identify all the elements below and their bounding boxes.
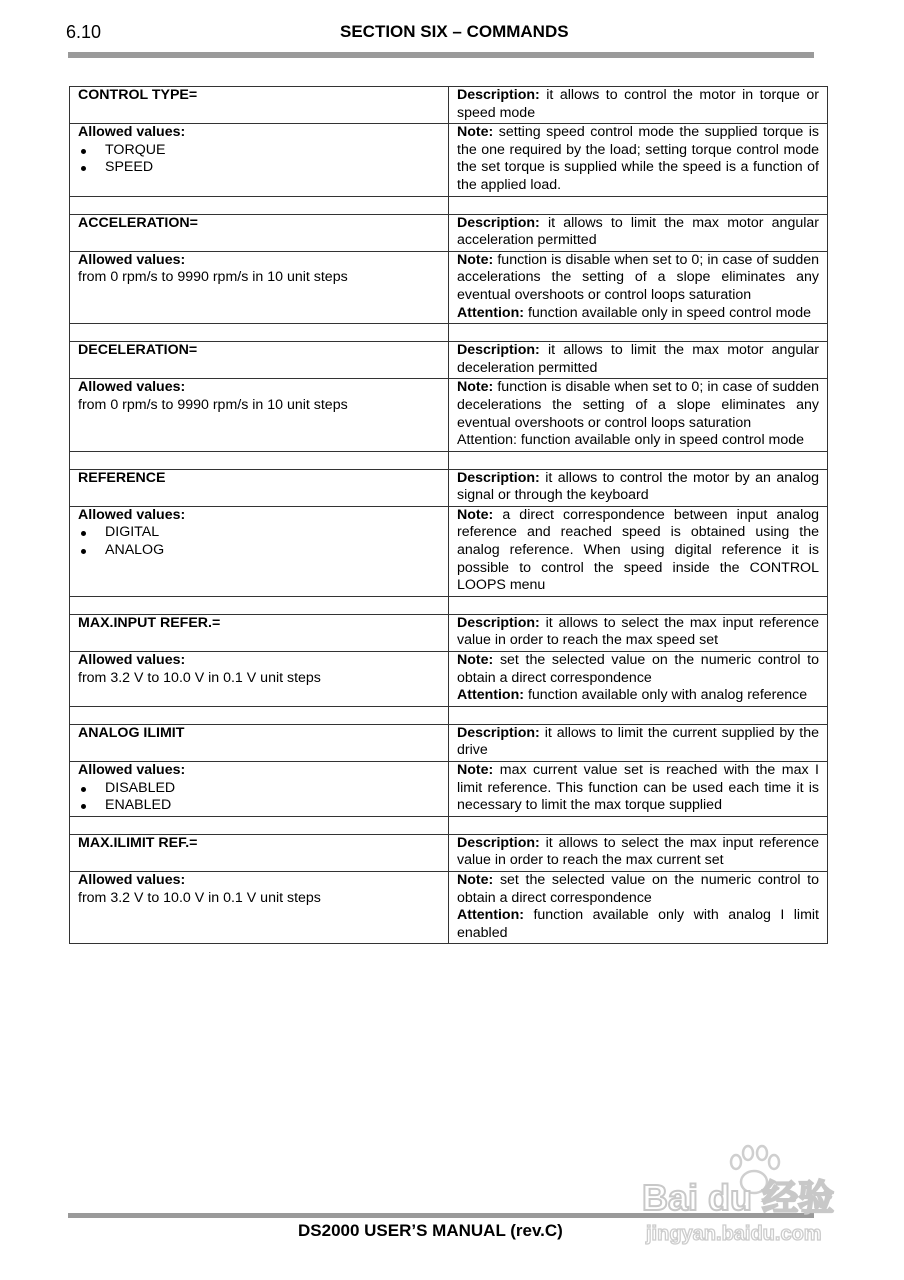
spacer-row (70, 196, 828, 214)
command-name: ACCELERATION= (70, 214, 449, 251)
allowed-values-cell (70, 652, 449, 707)
command-header-row (70, 214, 828, 251)
command-detail-row (70, 762, 828, 817)
command-header-row (70, 87, 828, 124)
note-label: Note: (457, 506, 494, 523)
note-cell (449, 506, 828, 596)
attention-text: function available only with analog reference (527, 687, 808, 704)
allowed-values-cell (70, 379, 449, 451)
command-detail-row (70, 379, 828, 451)
description-text: it allows to limit the max motor angular deceleration permitted (457, 342, 819, 376)
allowed-values-label: Allowed values: (78, 652, 186, 669)
note-label: Note: (457, 871, 494, 888)
allowed-values-range: from 3.2 V to 10.0 V in 0.1 V unit steps (78, 669, 321, 686)
command-header-row (70, 724, 828, 761)
command-description (449, 834, 828, 871)
spacer-row (70, 706, 828, 724)
description-text: it allows to control the motor in torque or speed mode (457, 87, 819, 121)
allowed-values-list (78, 524, 440, 559)
spacer-row (70, 451, 828, 469)
attention-text: function available only in speed control mode (527, 304, 812, 321)
description-label: Description: (457, 87, 540, 103)
watermark-url: jingyan.baidu.com (646, 1223, 822, 1245)
description-text: it allows to select the max input reference value in order to reach the max current set (457, 834, 819, 869)
note-text: max current value set is reached with the max I limit reference. This function can be used each time it is necessary to limit the max torque supplied (457, 762, 819, 814)
allowed-values-cell (70, 506, 449, 596)
spacer-row (70, 596, 828, 614)
note-paragraph (457, 379, 819, 432)
allowed-value-item: DIGITAL (78, 524, 440, 542)
attention-label: Attention: (457, 907, 524, 924)
command-name: CONTROL TYPE= (70, 87, 449, 124)
attention-paragraph (457, 687, 819, 705)
command-name: DECELERATION= (70, 342, 449, 379)
note-paragraph (457, 252, 819, 305)
command-detail-row (70, 652, 828, 707)
description-label: Description: (457, 834, 540, 851)
command-detail-row (70, 506, 828, 596)
section-title: SECTION SIX – COMMANDS (340, 22, 569, 41)
command-header-row (70, 614, 828, 651)
command-description (449, 214, 828, 251)
command-header-row (70, 469, 828, 506)
allowed-values-label: Allowed values: (78, 506, 186, 523)
commands-table (69, 86, 828, 944)
description-label: Description: (457, 342, 540, 359)
baidu-jingyan-watermark (636, 1140, 866, 1250)
note-text: a direct correspondence between input analog reference and reached speed is obtained using the analog reference. When using digital reference it is possible to control the speed inside the CONTROL LOOPS menu (457, 506, 820, 594)
header-rule (68, 52, 814, 58)
note-label: Note: (457, 124, 494, 141)
note-label: Note: (457, 762, 494, 778)
attention-paragraph (457, 305, 819, 323)
description-text: it allows to select the max input reference value in order to reach the max speed set (457, 614, 819, 649)
command-detail-row (70, 124, 828, 196)
allowed-value-item: ANALOG (78, 542, 440, 560)
attention-text: function available only with analog I limit enabled (457, 907, 819, 941)
spacer-row (70, 816, 828, 834)
description-text: it allows to limit the current supplied by the drive (457, 724, 819, 759)
allowed-value-item: TORQUE (78, 142, 440, 160)
note-cell (449, 251, 828, 323)
note-text: set the selected value on the numeric control to obtain a direct correspondence (457, 652, 819, 686)
allowed-values-cell (70, 124, 449, 196)
attention-paragraph (457, 907, 819, 942)
note-cell (449, 652, 828, 707)
allowed-values-range: from 3.2 V to 10.0 V in 0.1 V unit steps (78, 889, 321, 906)
command-description (449, 469, 828, 506)
note-cell (449, 871, 828, 943)
command-name: MAX.INPUT REFER.= (70, 614, 449, 651)
spacer-row (70, 324, 828, 342)
allowed-values-list (78, 142, 440, 177)
command-description (449, 342, 828, 379)
note-paragraph (457, 652, 819, 687)
allowed-values-cell (70, 251, 449, 323)
command-detail-row (70, 871, 828, 943)
note-cell (449, 379, 828, 451)
description-text: it allows to control the motor by an analog signal or through the keyboard (457, 469, 819, 504)
note-label: Note: (457, 379, 494, 396)
command-name: MAX.ILIMIT REF.= (70, 834, 449, 871)
description-label: Description: (457, 214, 540, 231)
attention-label: Attention: (457, 687, 524, 704)
command-description (449, 614, 828, 651)
manual-title: DS2000 USER’S MANUAL (rev.C) (298, 1221, 563, 1240)
note-text: function is disable when set to 0; in case of sudden decelerations the setting of a slope eliminates any eventual overshoots or control loops saturation (457, 379, 819, 431)
allowed-values-cell (70, 871, 449, 943)
note-text: function is disable when set to 0; in case of sudden accelerations the setting of a slope eliminates any eventual overshoots or control loops saturation (457, 251, 819, 303)
allowed-values-cell (70, 762, 449, 817)
attention-paragraph: Attention: function available only in speed control mode (457, 432, 805, 449)
command-name: REFERENCE (70, 469, 449, 506)
allowed-values-label: Allowed values: (78, 251, 186, 268)
allowed-values-range: from 0 rpm/s to 9990 rpm/s in 10 unit steps (78, 396, 348, 413)
note-text: set the selected value on the numeric control to obtain a direct correspondence (457, 871, 819, 906)
description-label: Description: (457, 469, 540, 486)
allowed-values-label: Allowed values: (78, 379, 186, 396)
allowed-values-label: Allowed values: (78, 124, 186, 141)
command-name: ANALOG ILIMIT (70, 724, 449, 761)
allowed-value-item: SPEED (78, 159, 440, 177)
command-header-row (70, 834, 828, 871)
allowed-values-list (78, 780, 440, 815)
command-detail-row (70, 251, 828, 323)
page-number: 6.10 (66, 22, 102, 42)
watermark-brand: Bai du 经验 (642, 1177, 835, 1218)
description-label: Description: (457, 614, 540, 631)
allowed-values-label: Allowed values: (78, 762, 186, 778)
note-paragraph (457, 872, 819, 907)
note-label: Note: (457, 652, 494, 669)
allowed-values-label: Allowed values: (78, 871, 186, 888)
command-description (449, 87, 828, 124)
description-label: Description: (457, 724, 540, 741)
attention-label: Attention: (457, 304, 524, 321)
note-cell (449, 762, 828, 817)
note-cell (449, 124, 828, 196)
note-text: setting speed control mode the supplied torque is the one required by the load; setting torque control mode the set torque is supplied while the speed is a function of the applied load. (457, 124, 819, 193)
command-header-row (70, 342, 828, 379)
description-text: it allows to limit the max motor angular acceleration permitted (457, 214, 819, 249)
allowed-value-item: DISABLED (78, 780, 440, 798)
note-label: Note: (457, 251, 494, 268)
command-description (449, 724, 828, 761)
allowed-value-item: ENABLED (78, 797, 440, 815)
allowed-values-range: from 0 rpm/s to 9990 rpm/s in 10 unit steps (78, 269, 348, 286)
